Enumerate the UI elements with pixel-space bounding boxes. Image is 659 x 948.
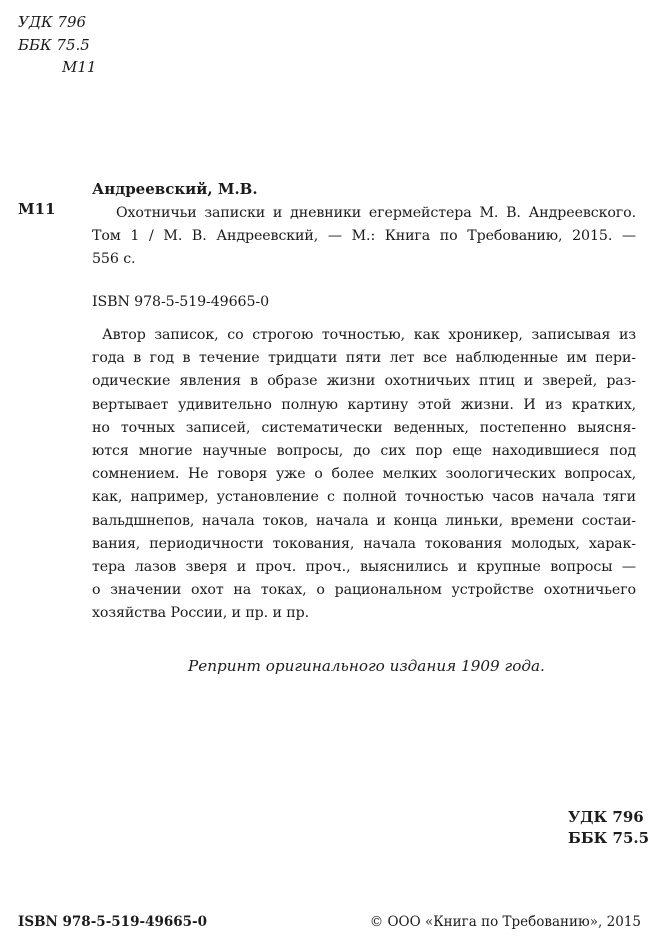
- abstract-line: как, например, установление с полной точностью часов начала тяги: [92, 489, 636, 506]
- abstract-line: вертывает удивительно полную картину этой жизни. И из кратких,: [92, 396, 636, 413]
- abstract-line: тера лазов зверя и проч. проч., выяснились и крупные вопросы —: [92, 559, 636, 576]
- author-mark-top: М11: [62, 58, 97, 76]
- abstract-line: ются многие научные вопросы, до сих пор еще находившиеся под: [92, 443, 636, 460]
- copyright-notice: © ООО «Книга по Требованию», 2015: [369, 914, 641, 930]
- author-mark: М11: [18, 200, 56, 218]
- abstract-line: о значении охот на токах, о рациональном устройстве охотничьего: [92, 582, 636, 599]
- abstract-line: вания, периодичности токования, начала токования молодых, харак-: [92, 535, 636, 552]
- author-name: Андреевский, М.В.: [92, 180, 258, 198]
- abstract-line: года в год в течение тридцати пяти лет все наблюденные им пери-: [92, 350, 636, 367]
- abstract-line: сомнением. Не говоря уже о более мелких зоологических вопросах,: [92, 466, 636, 483]
- abstract-line: вальдшнепов, начала токов, начала и конца линьки, времени состаи-: [92, 512, 636, 529]
- isbn-catalog: ISBN 978-5-519-49665-0: [92, 294, 269, 310]
- description-line: Охотничьи записки и дневники егермейстера М. В. Андреевского.: [116, 205, 636, 221]
- isbn-footer: ISBN 978-5-519-49665-0: [18, 914, 208, 930]
- description-line: 556 с.: [92, 251, 136, 268]
- book-description: [92, 202, 636, 272]
- bbk-code-bottom: ББК 75.5: [568, 829, 650, 847]
- abstract-line: но точных записей, систематически веденных, постепенно выясня-: [92, 419, 636, 436]
- abstract-line: одические явления в образе жизни охотничьих птиц и зверей, раз-: [92, 373, 636, 390]
- udk-code-top: УДК 796: [18, 13, 87, 31]
- description-line: Том 1 / М. В. Андреевский, — М.: Книга по Требованию, 2015. —: [92, 228, 636, 245]
- abstract: [92, 324, 636, 626]
- udk-code-bottom: УДК 796: [568, 808, 644, 826]
- reprint-note: Репринт оригинального издания 1909 года.: [188, 657, 545, 675]
- abstract-line: хозяйства России, и пр. и пр.: [92, 605, 309, 622]
- abstract-line: Автор записок, со строгою точностью, как хроникер, записывая из: [102, 327, 636, 343]
- bbk-code-top: ББК 75.5: [18, 36, 90, 54]
